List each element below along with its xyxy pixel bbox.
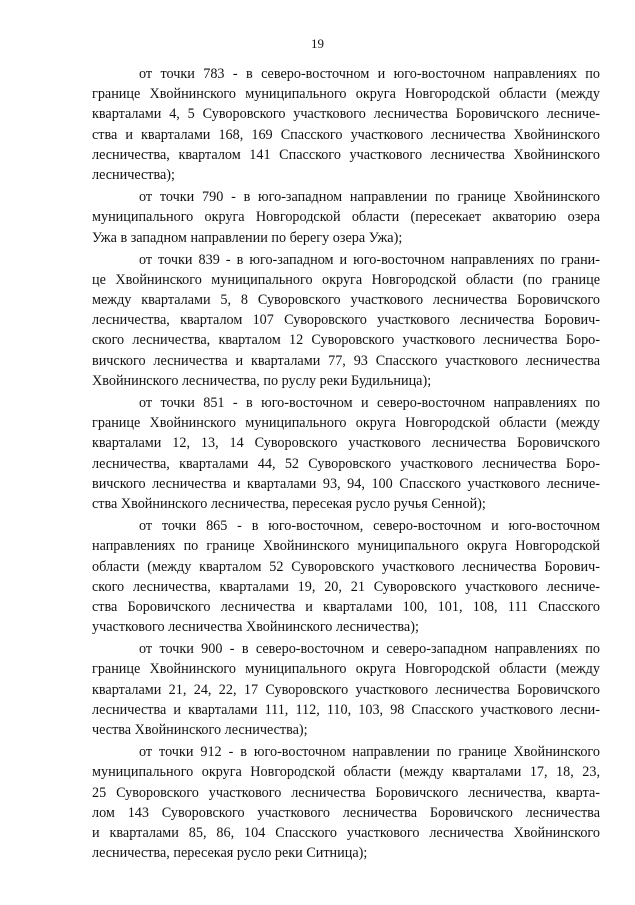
- text-line: от точки 900 - в северо-восточном и северо-западном направлениях по: [139, 641, 600, 658]
- text-line: це Хвойнинского муниципального округа Новгородской области (по границе: [92, 271, 600, 288]
- text-line: ства и кварталами 168, 169 Спасского участкового лесничества Хвойнинского: [92, 126, 600, 143]
- text-line: от точки 912 - в юго-восточном направлении по границе Хвойнинского: [139, 744, 600, 761]
- text-line: области (между кварталом 52 Суворовского участкового лесничества Борович-: [92, 558, 600, 575]
- paragraph-point-900: [92, 639, 600, 740]
- text-line: от точки 783 - в северо-восточном и юго-восточном направлениях по: [139, 66, 600, 82]
- text-line: от точки 865 - в юго-восточном, северо-восточном и юго-восточном: [139, 518, 600, 535]
- text-line: направлениях по границе Хвойнинского муниципального округа Новгородской: [92, 538, 600, 555]
- paragraph-point-865: [92, 516, 600, 637]
- text-line: границе Хвойнинского муниципального округа Новгородской области (между: [92, 415, 600, 432]
- text-line: муниципального округа Новгородской области (между кварталами 17, 18, 23,: [92, 764, 600, 781]
- document-body: [92, 64, 600, 865]
- text-line: лесничества, пересекая русло реки Ситница);: [92, 845, 368, 862]
- paragraph-point-790: [92, 187, 600, 248]
- text-line: лесничества, кварталом 141 Спасского участкового лесничества Хвойнинского: [92, 146, 600, 163]
- text-line: кварталами 21, 24, 22, 17 Суворовского участкового лесничества Боровичского: [92, 681, 600, 698]
- text-line: границе Хвойнинского муниципального округа Новгородской области (между: [92, 661, 600, 678]
- text-line: от точки 839 - в юго-западном и юго-восточном направлениях по грани-: [139, 251, 600, 268]
- paragraph-point-839: [92, 250, 600, 391]
- text-line: муниципального округа Новгородской области (пересекает акваторию озера: [92, 209, 600, 226]
- text-line: Хвойнинского лесничества, по руслу реки Будильница);: [92, 372, 432, 389]
- text-line: 25 Суворовского участкового лесничества Боровичского лесничества, кварта-: [92, 784, 600, 801]
- text-line: участкового лесничества Хвойнинского лесничества);: [92, 619, 419, 636]
- text-line: ства Боровичского лесничества и кварталами 100, 101, 108, 111 Спасского: [92, 598, 600, 615]
- text-line: ского лесничества, кварталом 12 Суворовского участкового лесничества Боро-: [92, 332, 600, 349]
- text-line: лесничества, кварталом 107 Суворовского участкового лесничества Борович-: [92, 312, 600, 329]
- text-line: границе Хвойнинского муниципального округа Новгородской области (между: [92, 86, 600, 103]
- page-number: 19: [311, 36, 324, 51]
- text-line: вичского лесничества и кварталами 93, 94, 100 Спасского участкового лесниче-: [92, 475, 600, 492]
- text-line: от точки 790 - в юго-западном направлении по границе Хвойнинского: [139, 189, 600, 206]
- text-line: лесничества и кварталами 111, 112, 110, 103, 98 Спасского участкового лесни-: [92, 701, 600, 718]
- paragraph-point-912: [92, 742, 600, 863]
- text-line: чества Хвойнинского лесничества);: [92, 722, 308, 738]
- text-line: вичского лесничества и кварталами 77, 93 Спасского участкового лесничества: [92, 352, 600, 369]
- text-line: Ужа в западном направлении по берегу озера Ужа);: [92, 229, 403, 246]
- text-line: кварталами 4, 5 Суворовского участкового лесничества Боровичского лесниче-: [92, 106, 600, 123]
- text-line: и кварталами 85, 86, 104 Спасского участкового лесничества Хвойнинского: [92, 824, 600, 841]
- text-line: ства Хвойнинского лесничества, пересекая русло ручья Сенной);: [92, 495, 486, 512]
- paragraph-point-783: [92, 64, 600, 185]
- text-line: кварталами 12, 13, 14 Суворовского участкового лесничества Боровичского: [92, 435, 600, 452]
- text-line: лесничества, кварталами 44, 52 Суворовского участкового лесничества Боро-: [92, 455, 600, 472]
- paragraph-point-851: [92, 393, 600, 514]
- text-line: лесничества);: [92, 166, 175, 183]
- text-line: от точки 851 - в юго-восточном и северо-восточном направлениях по: [139, 395, 600, 411]
- text-line: ского лесничества, кварталами 19, 20, 21 Суворовского участкового лесниче-: [92, 578, 600, 595]
- text-line: между кварталами 5, 8 Суворовского участкового лесничества Боровичского: [92, 292, 600, 309]
- text-line: лом 143 Суворовского участкового лесничества Боровичского лесничества: [92, 804, 600, 821]
